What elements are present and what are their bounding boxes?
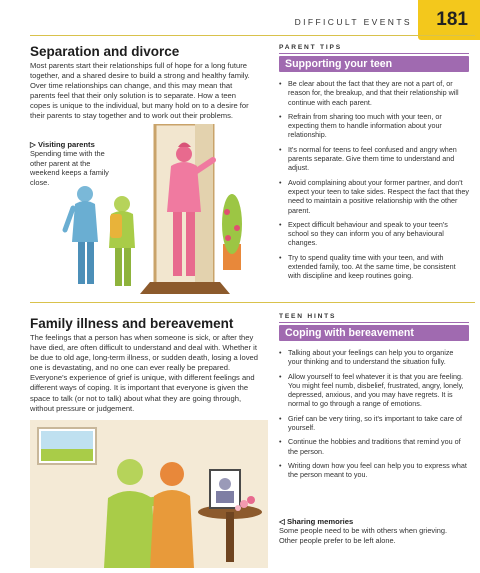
figure-green-head — [117, 459, 143, 485]
teen-blue-body — [72, 201, 98, 242]
flower-2 — [247, 496, 255, 504]
tip-item: • Avoid complaining about your former partner, and don't expect your teen to take sides. Respect the fact that they need to maintain a positive relationship with the other parent. — [279, 178, 469, 215]
caption-title-text: Sharing memories — [286, 517, 354, 526]
tips-heading: Supporting your teen — [279, 56, 469, 72]
parent-head — [176, 146, 192, 162]
tips-list — [279, 79, 469, 281]
parent-leg-left — [173, 212, 182, 276]
caption-sharing-memories — [279, 517, 449, 545]
tips-label: TEEN HINTS — [279, 313, 337, 320]
plant-flower-1 — [224, 209, 230, 215]
side-table-leg — [226, 512, 234, 562]
memorial-photo-portrait — [219, 478, 231, 490]
section-paragraph-separation: Most parents start their relationships full of hope for a long future together, and a shared desire to build a strong and healthy family. Over time relationships can change, and this may mean that parents feel that their only solution is to separate. How a teen copes is unique to the individual, but many hold on to a desire for their parents to stay together and to work out their problems. — [30, 61, 250, 121]
figure-orange-head — [160, 462, 184, 486]
caption-arrow-icon: ◁ — [279, 517, 285, 526]
tip-item: • Grief can be very tiring, so it's important to take care of yourself. — [279, 414, 469, 433]
tips-label-rule — [279, 53, 469, 54]
teen-green-leg-left — [115, 248, 122, 286]
teen-blue-leg-left — [78, 242, 85, 284]
teen-blue-head — [77, 186, 93, 202]
backpack — [110, 214, 122, 238]
illustration-sharing-memories — [30, 420, 268, 568]
section-divider — [30, 302, 475, 303]
caption-text: Some people need to be with others when grieving. Other people prefer to be left alone. — [279, 526, 448, 545]
plant-flower-2 — [234, 225, 240, 231]
flower-3 — [235, 505, 241, 511]
tip-item: • Talking about your feelings can help you to organize your thinking and to understand the situation fully. — [279, 348, 469, 367]
caption-title — [279, 517, 449, 526]
teen-blue-leg-right — [87, 242, 94, 284]
teen-green-head — [114, 196, 130, 212]
parent-tips-box — [279, 44, 469, 286]
tip-item: • Allow yourself to feel whatever it is that you are feeling. You might feel numb, disbelief, frustrated, angry, lonely, depressed, anxious, and you may have regrets. It is normal to go through a range of emotions. — [279, 372, 469, 409]
illustration-visiting-parents — [55, 124, 260, 302]
wall-picture-sky — [41, 431, 93, 449]
tips-label: PARENT TIPS — [279, 44, 342, 51]
parent-leg-right — [186, 212, 195, 276]
section-title-bereavement: Family illness and bereavement — [30, 316, 234, 331]
tip-item: • Refrain from sharing too much with your teen, or expecting them to handle information about your relationship. — [279, 112, 469, 140]
teen-hints-box — [279, 313, 469, 485]
tip-item: • Writing down how you feel can help you to express what the person meant to you. — [279, 461, 469, 480]
header-rule — [30, 35, 475, 36]
teen-blue-arm — [65, 208, 73, 230]
section-paragraph-bereavement: The feelings that a person has when someone is sick, or after they have died, are often difficult to understand and deal with. Whether it be due to old age, long-term illness, or sudden death, losing a loved one is devastating, and no one can ever really be prepared. Everyone's experience of grief is unique, with different feelings and different ways of coping. It is important that everyone is given the space to talk (or not to talk) about what they are going through, without pressure or judgement. — [30, 333, 258, 413]
caption-text: Spending time with the other parent at the weekend keeps a family close. — [30, 149, 109, 187]
figure-orange-body — [150, 490, 194, 568]
memorial-photo-shoulders — [216, 491, 234, 503]
tips-heading: Coping with bereavement — [279, 325, 469, 341]
running-head: DIFFICULT EVENTS — [294, 17, 412, 27]
tip-item: • Continue the hobbies and traditions that remind you of the person. — [279, 437, 469, 456]
tip-item: • Try to spend quality time with your teen, and with extended family, too. At the same time, be consistent with discipline and keep routines going. — [279, 253, 469, 281]
plant-flower-3 — [225, 235, 231, 241]
tip-item: • It's normal for teens to feel confused and angry when parents separate. Give them time to understand and adjust. — [279, 145, 469, 173]
caption-arrow-icon: ▷ — [30, 140, 36, 149]
caption-title-text: Visiting parents — [37, 140, 95, 149]
tips-label-rule — [279, 322, 469, 323]
flower-1 — [240, 500, 248, 508]
wall-picture-grass — [41, 449, 93, 461]
tip-item: • Be clear about the fact that they are not a part of, or reason for, the breakup, and that their relationship will continue with each parent. — [279, 79, 469, 107]
page-number: 181 — [436, 9, 468, 30]
tips-list — [279, 348, 469, 480]
tip-item: • Expect difficult behaviour and speak to your teen's school so they can inform you of any behavioural changes. — [279, 220, 469, 248]
teen-green-leg-right — [124, 248, 131, 286]
doormat — [140, 282, 230, 294]
plant-leaves — [222, 194, 242, 254]
section-title-separation: Separation and divorce — [30, 44, 180, 59]
